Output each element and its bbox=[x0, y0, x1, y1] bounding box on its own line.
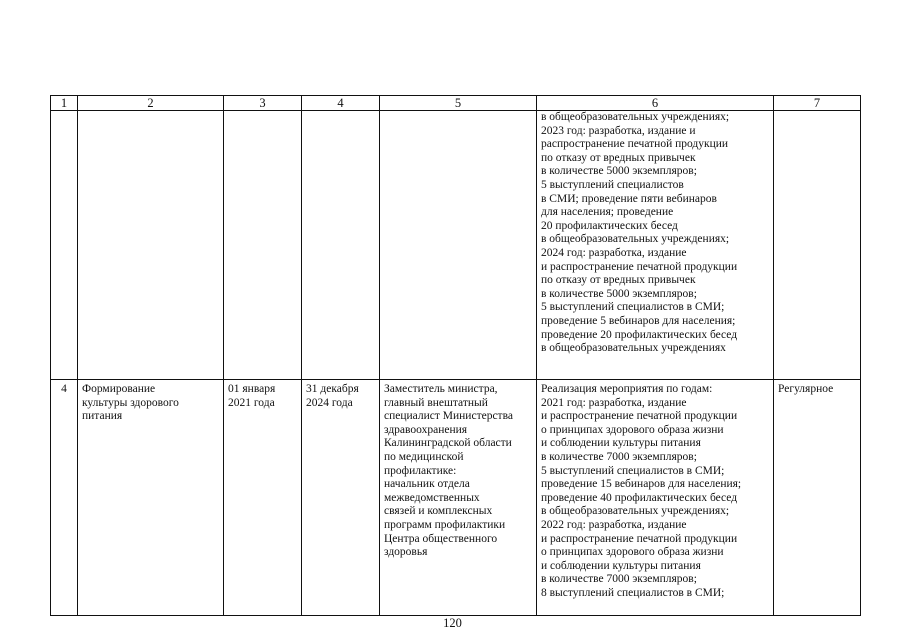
text-line: в СМИ; проведение пяти вебинаров bbox=[541, 192, 717, 205]
text-line: Реализация мероприятия по годам: bbox=[541, 383, 713, 395]
continued-row bbox=[51, 111, 861, 380]
header-cell: 6 bbox=[537, 96, 774, 111]
text-line: и распространение печатной продукции bbox=[541, 532, 738, 545]
text-line: профилактике: bbox=[384, 464, 457, 477]
header-cell: 4 bbox=[302, 96, 380, 111]
cell-periodicity bbox=[774, 111, 861, 380]
header-cell: 7 bbox=[774, 96, 861, 111]
text-line: проведение 20 профилактических бесед bbox=[541, 328, 738, 341]
header-cell: 1 bbox=[51, 96, 78, 111]
text-line: по отказу от вредных привычек bbox=[541, 151, 696, 164]
text-line: питания bbox=[82, 410, 123, 423]
cell-end-date bbox=[302, 380, 380, 616]
text-line: главный внештатный bbox=[384, 396, 488, 409]
text-line: Калининградской области bbox=[384, 437, 512, 450]
text-line: 2021 год: разработка, издание bbox=[541, 396, 687, 409]
cell-start-date bbox=[224, 111, 302, 380]
text-line: 2024 года bbox=[306, 396, 353, 409]
text-line: 20 профилактических бесед bbox=[541, 219, 678, 232]
cell-end-date bbox=[302, 111, 380, 380]
cell-result bbox=[537, 111, 774, 380]
text-line: специалист Министерства bbox=[384, 410, 513, 423]
text-line: 01 января bbox=[228, 383, 276, 395]
header-row bbox=[51, 96, 861, 111]
cell-name bbox=[78, 380, 224, 616]
text-line: 31 декабря bbox=[306, 383, 359, 395]
text-line: в общеобразовательных учреждениях; bbox=[541, 505, 730, 518]
cell-start-date bbox=[224, 380, 302, 616]
header-cell: 5 bbox=[380, 96, 537, 111]
table-row bbox=[51, 380, 861, 616]
text-line: и соблюдении культуры питания bbox=[541, 559, 701, 572]
text-line: 2023 год: разработка, издание и bbox=[541, 124, 696, 137]
cell-responsible bbox=[380, 111, 537, 380]
text-line: в количестве 7000 экземпляров; bbox=[541, 573, 697, 586]
text-line: в общеобразовательных учреждениях; bbox=[541, 233, 730, 246]
text-line: в количестве 5000 экземпляров; bbox=[541, 287, 697, 300]
text-line: здоровья bbox=[384, 546, 428, 559]
header-cell: 3 bbox=[224, 96, 302, 111]
text-line: 2022 год: разработка, издание bbox=[541, 518, 687, 531]
page-number: 120 bbox=[443, 616, 462, 630]
text-line: 8 выступлений специалистов в СМИ; bbox=[541, 586, 725, 599]
text-line: и соблюдении культуры питания bbox=[541, 437, 701, 450]
cell-name bbox=[78, 111, 224, 380]
cell-periodicity: Регулярное bbox=[774, 380, 861, 616]
text-line: в общеобразовательных учреждениях bbox=[541, 342, 726, 355]
text-line: по отказу от вредных привычек bbox=[541, 274, 696, 287]
text-line: Заместитель министра, bbox=[384, 383, 498, 395]
text-line: культуры здорового bbox=[82, 396, 179, 409]
cell-result bbox=[537, 380, 774, 616]
text-line: проведение 40 профилактических бесед bbox=[541, 491, 738, 504]
text-line: в общеобразовательных учреждениях; bbox=[541, 111, 730, 123]
text-line: и распространение печатной продукции bbox=[541, 260, 738, 273]
text-line: в количестве 7000 экземпляров; bbox=[541, 450, 697, 463]
text-line: здравоохранения bbox=[384, 423, 468, 436]
text-line: распространение печатной продукции bbox=[541, 138, 729, 151]
text-line: о принципах здорового образа жизни bbox=[541, 423, 724, 436]
text-line: в количестве 5000 экземпляров; bbox=[541, 165, 697, 178]
cell-responsible bbox=[380, 380, 537, 616]
text-line: межведомственных bbox=[384, 491, 480, 504]
text-line: 5 выступлений специалистов в СМИ; bbox=[541, 301, 725, 314]
document-table bbox=[50, 95, 861, 616]
text-line: начальник отдела bbox=[384, 478, 470, 491]
text-line: 5 выступлений специалистов bbox=[541, 178, 684, 191]
text-line: и распространение печатной продукции bbox=[541, 410, 738, 423]
text-line: по медицинской bbox=[384, 450, 464, 463]
header-cell: 2 bbox=[78, 96, 224, 111]
text-line: 2024 год: разработка, издание bbox=[541, 246, 687, 259]
text-line: для населения; проведение bbox=[541, 206, 674, 219]
text-line: о принципах здорового образа жизни bbox=[541, 546, 724, 559]
text-line: Формирование bbox=[82, 383, 156, 395]
text-line: проведение 15 вебинаров для населения; bbox=[541, 478, 742, 491]
text-line: связей и комплексных bbox=[384, 505, 493, 518]
text-line: проведение 5 вебинаров для населения; bbox=[541, 314, 736, 327]
text-line: Центра общественного bbox=[384, 532, 498, 545]
cell-number bbox=[51, 111, 78, 380]
text-line: 2021 года bbox=[228, 396, 275, 409]
cell-number: 4 bbox=[51, 380, 78, 616]
text-line: программ профилактики bbox=[384, 518, 506, 531]
text-line: 5 выступлений специалистов в СМИ; bbox=[541, 464, 725, 477]
